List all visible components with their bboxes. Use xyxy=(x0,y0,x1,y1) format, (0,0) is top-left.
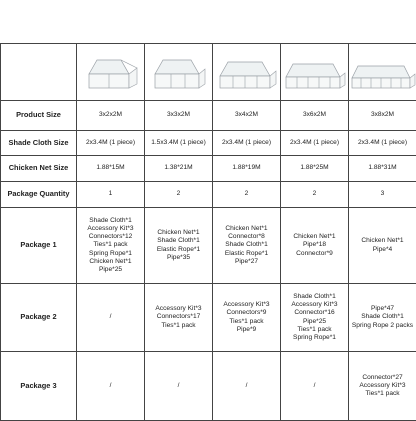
package-item: Shade Cloth*1 xyxy=(77,217,144,225)
package-item: Connectors*12 xyxy=(77,233,144,241)
package-item: Ties*1 pack xyxy=(349,390,416,398)
coop-3x4-icon xyxy=(216,52,278,92)
package-item: Chicken Net*1 xyxy=(145,229,212,237)
item-list xyxy=(213,382,280,390)
item-list xyxy=(145,305,212,330)
chicken-net-size-cell: 1.88*25M xyxy=(281,156,349,182)
package-1-cell xyxy=(213,208,281,284)
package-item: Ties*1 pack xyxy=(145,322,212,330)
product-image-cell xyxy=(281,44,349,101)
package-2-cell xyxy=(213,284,281,352)
shade-cloth-size-cell: 1.5x3.4M (1 piece) xyxy=(145,131,213,156)
package-item: Shade Cloth*1 xyxy=(349,313,416,321)
blank-header-cell xyxy=(1,44,77,101)
package-3-cell xyxy=(213,352,281,421)
package-item: Shade Cloth*1 xyxy=(281,293,348,301)
package-item: Connector*27 xyxy=(349,374,416,382)
package-item: Accessory Kit*3 xyxy=(281,301,348,309)
item-list xyxy=(349,305,416,330)
product-image-cell xyxy=(145,44,213,101)
package-item: Elastic Rope*1 xyxy=(145,246,212,254)
package-item: Connector*8 xyxy=(213,233,280,241)
package-1-cell xyxy=(77,208,145,284)
chicken-net-size-cell: 1.88*19M xyxy=(213,156,281,182)
spec-table xyxy=(0,43,416,421)
package-item: Ties*1 pack xyxy=(77,241,144,249)
package-item: Pipe*35 xyxy=(145,254,212,262)
package-item: / xyxy=(281,382,348,390)
package-item: Accessory Kit*3 xyxy=(349,382,416,390)
package-2-cell xyxy=(281,284,349,352)
package-item: Pipe*25 xyxy=(77,266,144,274)
package-1-cell xyxy=(145,208,213,284)
package-item: Accessory Kit*3 xyxy=(145,305,212,313)
package-2-cell xyxy=(77,284,145,352)
package-item: Spring Rope 2 packs xyxy=(349,322,416,330)
item-list xyxy=(281,233,348,258)
package-2-cell xyxy=(349,284,416,352)
item-list xyxy=(213,301,280,334)
product-image-cell xyxy=(213,44,281,101)
package-item: Chicken Net*1 xyxy=(281,233,348,241)
shade-cloth-size-cell: 2x3.4M (1 piece) xyxy=(213,131,281,156)
shade-cloth-size-cell: 2x3.4M (1 piece) xyxy=(77,131,145,156)
package-quantity-row xyxy=(1,182,416,208)
package-item: / xyxy=(77,382,144,390)
package-quantity-cell: 2 xyxy=(145,182,213,208)
product-image-cell xyxy=(349,44,416,101)
package-item: Pipe*18 xyxy=(281,241,348,249)
item-list xyxy=(77,382,144,390)
package-item: Chicken Net*1 xyxy=(213,225,280,233)
package-1-row xyxy=(1,208,416,284)
package-item: / xyxy=(213,382,280,390)
package-item: Pipe*47 xyxy=(349,305,416,313)
shade-cloth-size-cell: 2x3.4M (1 piece) xyxy=(281,131,349,156)
package-quantity-cell: 2 xyxy=(281,182,349,208)
package-item: Ties*1 pack xyxy=(213,318,280,326)
chicken-net-size-cell: 1.38*21M xyxy=(145,156,213,182)
product-size-cell: 3x3x2M xyxy=(145,101,213,131)
item-list xyxy=(213,225,280,266)
package-item: Pipe*25 xyxy=(281,318,348,326)
package-3-cell xyxy=(77,352,145,421)
chicken-net-size-row xyxy=(1,156,416,182)
package-item: Spring Rope*1 xyxy=(77,250,144,258)
package-3-cell xyxy=(281,352,349,421)
package-item: Connectors*9 xyxy=(213,309,280,317)
package-item: Connector*16 xyxy=(281,309,348,317)
row-label: Chicken Net Size xyxy=(1,156,77,182)
package-item: Chicken Net*1 xyxy=(349,237,416,245)
item-list xyxy=(145,382,212,390)
package-item: Accessory Kit*3 xyxy=(213,301,280,309)
shade-cloth-size-cell: 2x3.4M (1 piece) xyxy=(349,131,416,156)
row-label: Product Size xyxy=(1,101,77,131)
package-3-row xyxy=(1,352,416,421)
chicken-net-size-cell: 1.88*15M xyxy=(77,156,145,182)
coop-3x2-icon xyxy=(81,52,141,92)
item-list xyxy=(349,237,416,253)
item-list xyxy=(77,217,144,274)
product-size-cell: 3x8x2M xyxy=(349,101,416,131)
row-label: Package 3 xyxy=(1,352,77,421)
row-label: Shade Cloth Size xyxy=(1,131,77,156)
coop-3x6-icon xyxy=(283,52,347,92)
shade-cloth-size-row xyxy=(1,131,416,156)
item-list xyxy=(77,313,144,321)
package-item: Chicken Net*1 xyxy=(77,258,144,266)
package-quantity-cell: 3 xyxy=(349,182,416,208)
item-list xyxy=(281,293,348,342)
package-1-cell xyxy=(281,208,349,284)
package-quantity-cell: 2 xyxy=(213,182,281,208)
image-row xyxy=(1,44,416,101)
package-item: Pipe*4 xyxy=(349,246,416,254)
product-size-cell: 3x2x2M xyxy=(77,101,145,131)
package-item: Spring Rope*1 xyxy=(281,334,348,342)
coop-3x3-icon xyxy=(149,52,209,92)
row-label: Package Quantity xyxy=(1,182,77,208)
package-item: Shade Cloth*1 xyxy=(213,241,280,249)
item-list xyxy=(145,229,212,262)
package-1-cell xyxy=(349,208,416,284)
package-3-cell xyxy=(349,352,416,421)
package-2-row xyxy=(1,284,416,352)
product-size-cell: 3x4x2M xyxy=(213,101,281,131)
package-item: Shade Cloth*1 xyxy=(145,237,212,245)
package-item: Connectors*17 xyxy=(145,313,212,321)
package-item: Accessory Kit*3 xyxy=(77,225,144,233)
row-label: Package 2 xyxy=(1,284,77,352)
coop-3x8-icon xyxy=(350,52,416,92)
package-item: Pipe*27 xyxy=(213,258,280,266)
package-quantity-cell: 1 xyxy=(77,182,145,208)
row-label: Package 1 xyxy=(1,208,77,284)
package-item: / xyxy=(77,313,144,321)
product-image-cell xyxy=(77,44,145,101)
item-list xyxy=(349,374,416,399)
product-size-cell: 3x6x2M xyxy=(281,101,349,131)
package-item: Ties*1 pack xyxy=(281,326,348,334)
package-item: / xyxy=(145,382,212,390)
package-2-cell xyxy=(145,284,213,352)
product-size-row xyxy=(1,101,416,131)
package-item: Elastic Rope*1 xyxy=(213,250,280,258)
package-item: Pipe*9 xyxy=(213,326,280,334)
package-item: Connector*9 xyxy=(281,250,348,258)
chicken-net-size-cell: 1.88*31M xyxy=(349,156,416,182)
item-list xyxy=(281,382,348,390)
package-3-cell xyxy=(145,352,213,421)
